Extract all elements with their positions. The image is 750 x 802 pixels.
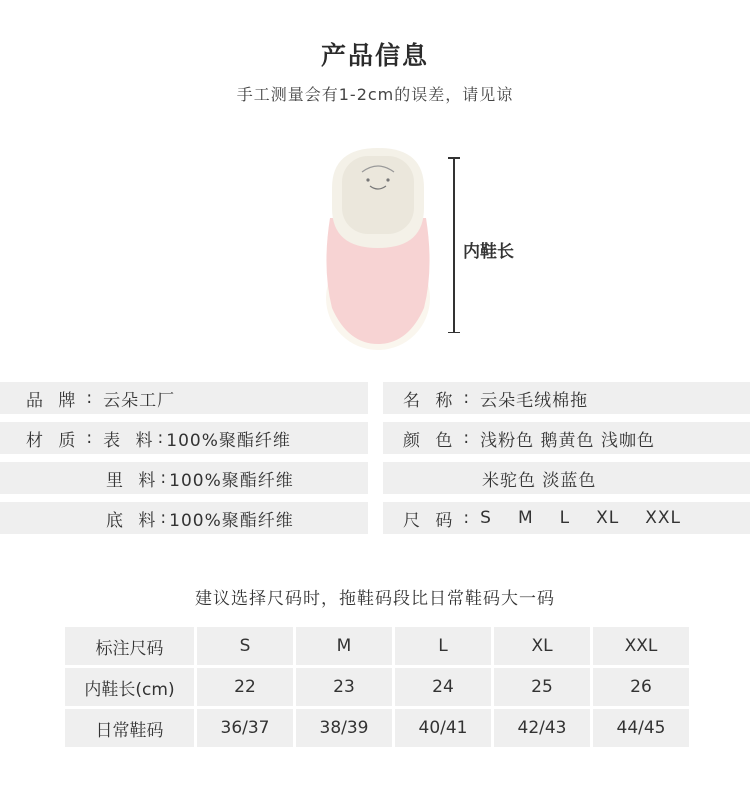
size-option: L bbox=[559, 508, 571, 528]
lining-value: 100%聚酯纤维 bbox=[169, 470, 294, 491]
name-label: 名 称 bbox=[403, 390, 458, 411]
inner-length-measure-line bbox=[452, 157, 456, 333]
lining-colon: : bbox=[160, 468, 168, 488]
brand-value: 云朵工厂 bbox=[103, 390, 176, 411]
table-cell: 25 bbox=[494, 668, 590, 706]
sole-value: 100%聚酯纤维 bbox=[169, 510, 294, 531]
table-cell: 36/37 bbox=[197, 709, 293, 747]
table-cell: XL bbox=[494, 627, 590, 665]
material-colon: : bbox=[86, 428, 94, 448]
table-cell: 44/45 bbox=[593, 709, 689, 747]
info-material-lining-row bbox=[0, 462, 368, 494]
brand-label: 品 牌 bbox=[26, 390, 81, 411]
row-header: 标注尺码 bbox=[65, 627, 194, 665]
color-label: 颜 色 bbox=[403, 430, 458, 451]
table-cell: 24 bbox=[395, 668, 491, 706]
sole-label: 底 料 bbox=[106, 510, 161, 531]
name-value: 云朵毛绒棉拖 bbox=[480, 390, 589, 411]
size-colon: : bbox=[463, 508, 471, 528]
inner-length-label: 内鞋长 bbox=[463, 242, 514, 262]
page-subtitle: 手工测量会有1-2cm的误差，请见谅 bbox=[236, 85, 514, 104]
info-name-row bbox=[383, 382, 750, 414]
size-option: M bbox=[517, 508, 534, 528]
table-row bbox=[65, 668, 689, 706]
size-label: 尺 码 bbox=[403, 510, 458, 531]
info-brand-row bbox=[0, 382, 368, 414]
info-color-row-2 bbox=[383, 462, 750, 494]
outer-fabric-colon: : bbox=[157, 428, 165, 448]
table-cell: M bbox=[296, 627, 392, 665]
table-cell: 23 bbox=[296, 668, 392, 706]
slipper-illustration bbox=[318, 148, 438, 350]
table-cell: 40/41 bbox=[395, 709, 491, 747]
sole-colon: : bbox=[160, 508, 168, 528]
material-label: 材 质 bbox=[26, 430, 81, 451]
size-option: S bbox=[480, 508, 492, 528]
info-color-row bbox=[383, 422, 750, 454]
size-option: XL bbox=[596, 508, 620, 528]
color-values-line2: 米驼色 淡蓝色 bbox=[482, 470, 597, 491]
row-header: 日常鞋码 bbox=[65, 709, 194, 747]
lining-label: 里 料 bbox=[106, 470, 161, 491]
page-title: 产品信息 bbox=[320, 41, 429, 70]
slipper-insole bbox=[342, 156, 414, 234]
table-row bbox=[65, 627, 689, 665]
table-cell: XXL bbox=[593, 627, 689, 665]
outer-fabric-label: 表 料 bbox=[103, 430, 158, 451]
outer-fabric-value: 100%聚酯纤维 bbox=[166, 430, 291, 451]
table-cell: S bbox=[197, 627, 293, 665]
size-option: XXL bbox=[645, 508, 681, 528]
brand-colon: : bbox=[86, 388, 94, 408]
table-cell: 26 bbox=[593, 668, 689, 706]
table-row bbox=[65, 709, 689, 747]
size-advice-text: 建议选择尺码时，拖鞋码段比日常鞋码大一码 bbox=[195, 589, 555, 609]
info-material-sole-row bbox=[0, 502, 368, 534]
info-material-outer-row bbox=[0, 422, 368, 454]
size-chart-table bbox=[62, 624, 692, 750]
table-cell: 42/43 bbox=[494, 709, 590, 747]
name-colon: : bbox=[463, 388, 471, 408]
table-cell: 22 bbox=[197, 668, 293, 706]
row-header: 内鞋长(cm) bbox=[65, 668, 194, 706]
table-cell: L bbox=[395, 627, 491, 665]
color-values-line1: 浅粉色 鹅黄色 浅咖色 bbox=[480, 430, 655, 451]
table-cell: 38/39 bbox=[296, 709, 392, 747]
info-size-row bbox=[383, 502, 750, 534]
color-colon: : bbox=[463, 428, 471, 448]
